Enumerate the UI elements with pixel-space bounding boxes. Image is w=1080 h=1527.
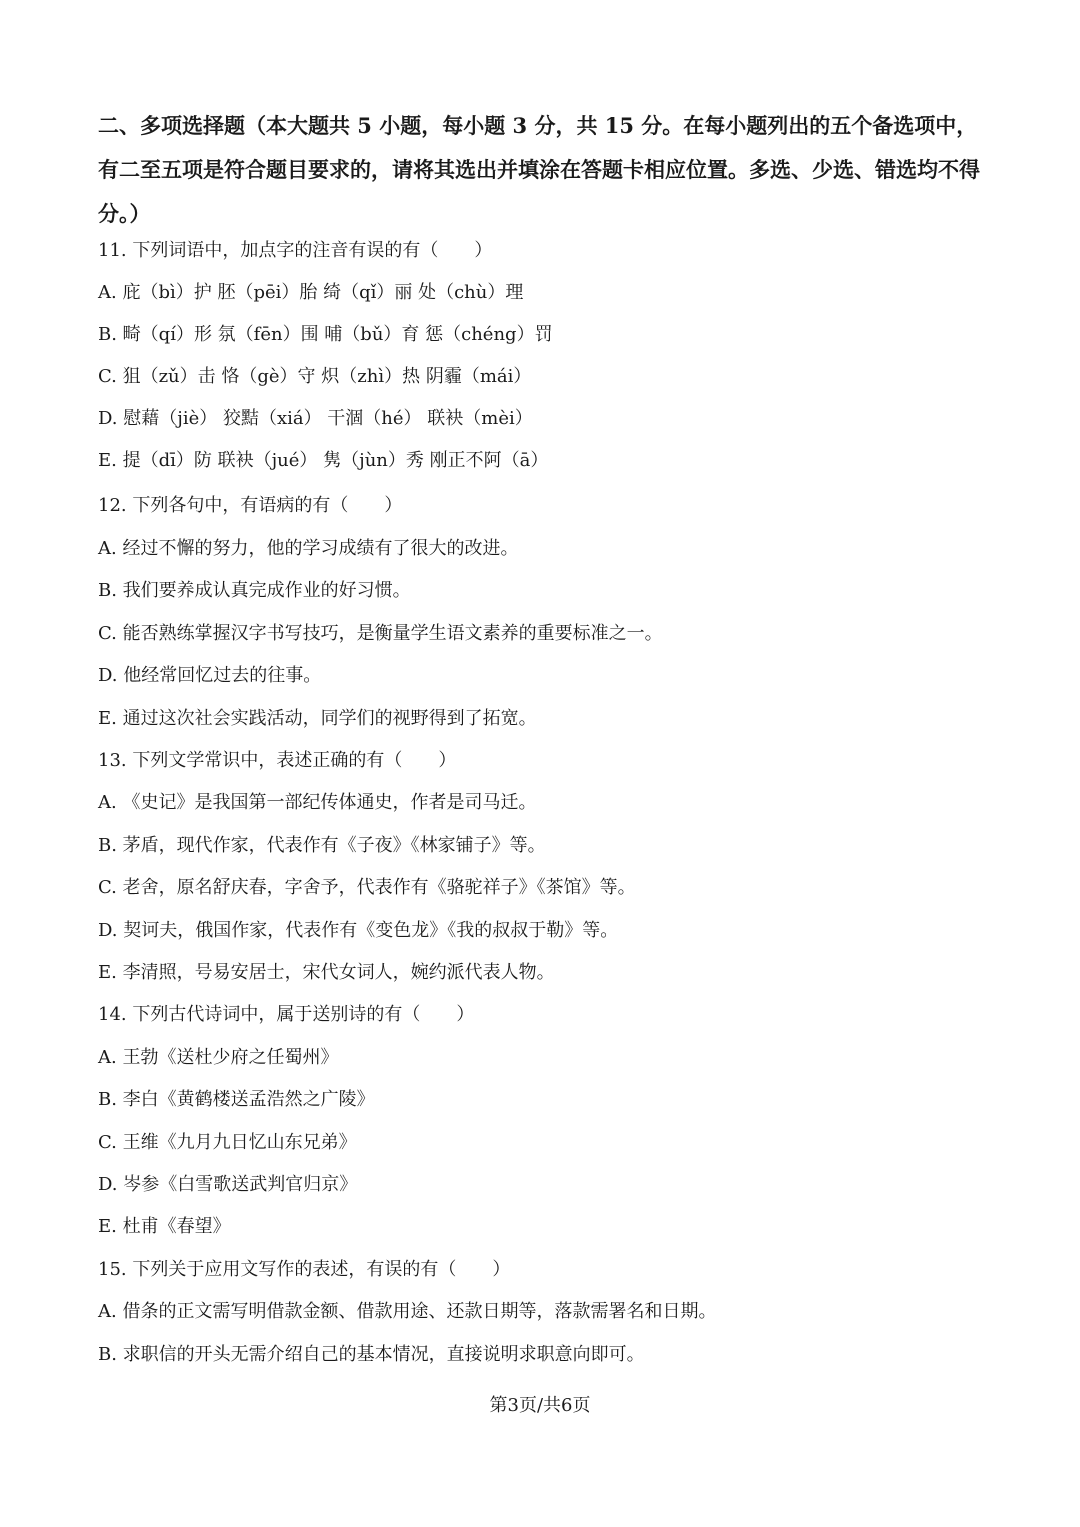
section-heading: 二、多项选择题（本大题共 5 小题，每小题 3 分，共 15 分。在每小题列出的五个备选项中，有二至五项是符合题目要求的，请将其选出并填涂在答题卡相应位置。多选、少选、错选均不得分。） — [98, 113, 980, 226]
q15-option-a: A. 借条的正文需写明借款金额、借款用途、还款日期等，落款需署名和日期。 — [98, 1301, 717, 1322]
q11-option-d: D. 慰藉（jiè） 狡黠（xiá） 干涸（hé） 联袂（mèi） — [98, 408, 533, 429]
page-number: 第3页/共6页 — [489, 1395, 591, 1416]
q14-option-c: C. 王维《九月九日忆山东兄弟》 — [98, 1132, 357, 1153]
question-12-stem: 12. 下列各句中，有语病的有（ ） — [98, 495, 403, 516]
question-14-stem: 14. 下列古代诗词中，属于送别诗的有（ ） — [98, 1004, 475, 1025]
q14-option-e: E. 杜甫《春望》 — [98, 1216, 231, 1237]
q13-option-b: B. 茅盾，现代作家，代表作有《子夜》《林家铺子》等。 — [98, 835, 546, 856]
q12-option-e: E. 通过这次社会实践活动，同学们的视野得到了拓宽。 — [98, 708, 537, 729]
q11-option-c: C. 狙（zǔ）击 恪（gè）守 炽（zhì）热 阴霾（mái） — [98, 366, 532, 387]
q13-option-e: E. 李清照，号易安居士，宋代女词人，婉约派代表人物。 — [98, 962, 555, 983]
q15-option-b: B. 求职信的开头无需介绍自己的基本情况，直接说明求职意向即可。 — [98, 1344, 645, 1365]
q12-option-d: D. 他经常回忆过去的往事。 — [98, 665, 322, 686]
q11-option-e: E. 提（dī）防 联袂（jué） 隽（jùn）秀 刚正不阿（ā） — [98, 450, 549, 471]
q12-option-b: B. 我们要养成认真完成作业的好习惯。 — [98, 580, 411, 601]
q13-option-d: D. 契诃夫，俄国作家，代表作有《变色龙》《我的叔叔于勒》等。 — [98, 920, 619, 941]
question-13-stem: 13. 下列文学常识中，表述正确的有（ ） — [98, 750, 457, 771]
q14-option-b: B. 李白《黄鹤楼送孟浩然之广陵》 — [98, 1089, 375, 1110]
q14-option-a: A. 王勃《送杜少府之任蜀州》 — [98, 1047, 339, 1068]
q14-option-d: D. 岑参《白雪歌送武判官归京》 — [98, 1174, 358, 1195]
q13-option-c: C. 老舍，原名舒庆春，字舍予，代表作有《骆驼祥子》《茶馆》等。 — [98, 877, 636, 898]
question-11-stem: 11. 下列词语中，加点字的注音有误的有（ ） — [98, 240, 493, 261]
q11-option-a: A. 庇（bì）护 胚（pēi）胎 绮（qǐ）丽 处（chù）理 — [98, 282, 524, 303]
q11-option-b: B. 畸（qí）形 氛（fēn）围 哺（bǔ）育 惩（chéng）罚 — [98, 324, 553, 345]
q12-option-c: C. 能否熟练掌握汉字书写技巧，是衡量学生语文素养的重要标准之一。 — [98, 623, 663, 644]
q13-option-a: A. 《史记》是我国第一部纪传体通史，作者是司马迁。 — [98, 792, 537, 813]
question-15-stem: 15. 下列关于应用文写作的表述，有误的有（ ） — [98, 1259, 511, 1280]
q12-option-a: A. 经过不懈的努力，他的学习成绩有了很大的改进。 — [98, 538, 519, 559]
